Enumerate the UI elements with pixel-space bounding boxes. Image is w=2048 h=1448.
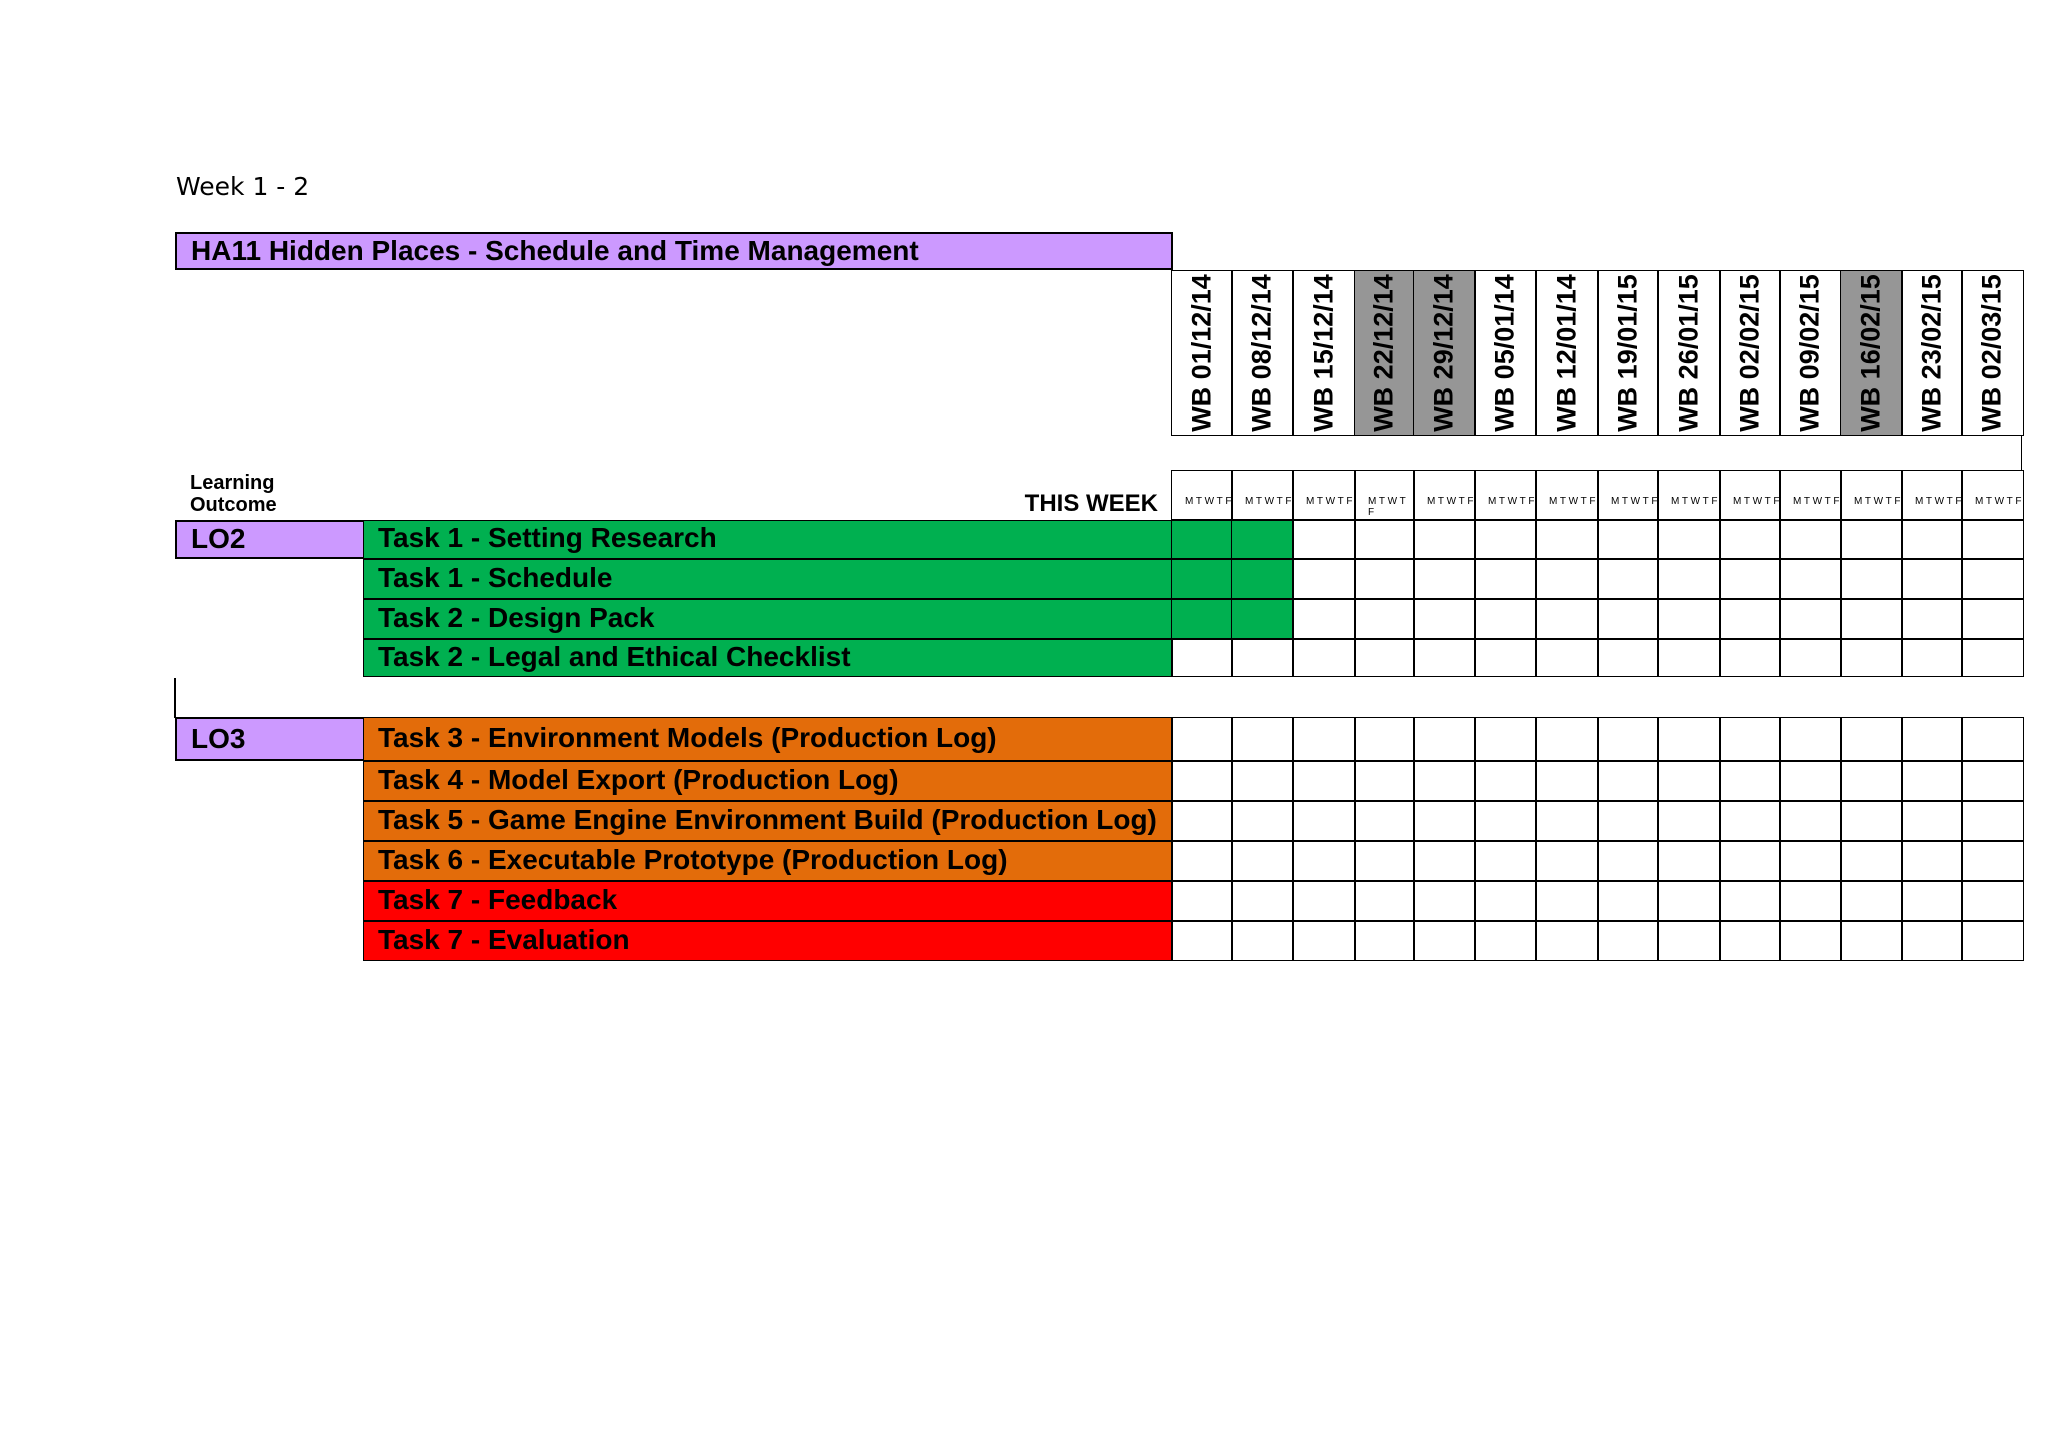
- schedule-cell[interactable]: [1961, 921, 2024, 961]
- days-cell: M T W T F: [1171, 470, 1233, 520]
- schedule-cell[interactable]: [1657, 801, 1721, 841]
- schedule-cell[interactable]: [1597, 841, 1659, 881]
- schedule-cell[interactable]: [1231, 841, 1294, 881]
- schedule-cell[interactable]: [1597, 801, 1659, 841]
- schedule-cell[interactable]: [1901, 881, 1963, 921]
- schedule-cell[interactable]: [1474, 921, 1537, 961]
- week-header-label: WB 01/12/14: [1186, 274, 1217, 432]
- schedule-cell[interactable]: [1413, 921, 1476, 961]
- schedule-cell[interactable]: [1535, 559, 1599, 599]
- week-header-label: WB 09/02/15: [1794, 274, 1825, 432]
- schedule-cell[interactable]: [1597, 921, 1659, 961]
- schedule-cell[interactable]: [1657, 841, 1721, 881]
- schedule-cell[interactable]: [1719, 841, 1781, 881]
- schedule-cell[interactable]: [1231, 599, 1294, 639]
- schedule-cell[interactable]: [1231, 520, 1294, 559]
- schedule-cell[interactable]: [1413, 599, 1476, 639]
- schedule-cell[interactable]: [1901, 717, 1963, 761]
- schedule-cell[interactable]: [1231, 717, 1294, 761]
- task-label: Task 2 - Legal and Ethical Checklist: [363, 639, 1173, 678]
- schedule-cell[interactable]: [1840, 761, 1903, 801]
- schedule-cell[interactable]: [1231, 761, 1294, 801]
- schedule-cell[interactable]: [1231, 801, 1294, 841]
- schedule-cell[interactable]: [1657, 520, 1721, 559]
- schedule-cell[interactable]: [1901, 841, 1963, 881]
- schedule-cell[interactable]: [1597, 639, 1659, 678]
- schedule-cell[interactable]: [1231, 559, 1294, 599]
- week-header-label: WB 15/12/14: [1308, 274, 1339, 432]
- week-header-label: WB 22/12/14: [1368, 274, 1399, 432]
- days-cell: M T W T F: [1719, 470, 1781, 520]
- days-cell: M T W T F: [1231, 470, 1294, 520]
- schedule-cell[interactable]: [1474, 599, 1537, 639]
- days-cell: M T W T F: [1779, 470, 1842, 520]
- schedule-cell[interactable]: [1292, 921, 1356, 961]
- schedule-cell[interactable]: [1292, 881, 1356, 921]
- schedule-cell[interactable]: [1354, 520, 1415, 559]
- schedule-cell[interactable]: [1292, 841, 1356, 881]
- schedule-cell[interactable]: [1719, 761, 1781, 801]
- schedule-cell[interactable]: [1840, 599, 1903, 639]
- schedule-cell[interactable]: [1719, 599, 1781, 639]
- schedule-cell[interactable]: [1657, 761, 1721, 801]
- schedule-cell[interactable]: [1413, 801, 1476, 841]
- week-header: [1171, 270, 1233, 436]
- days-cell: M T W T F: [1840, 470, 1903, 520]
- schedule-cell[interactable]: [1171, 599, 1233, 639]
- schedule-cell[interactable]: [1719, 717, 1781, 761]
- week-header: [1231, 270, 1294, 436]
- schedule-cell[interactable]: [1840, 639, 1903, 678]
- schedule-cell[interactable]: [1354, 639, 1415, 678]
- schedule-cell[interactable]: [1597, 881, 1659, 921]
- schedule-cell[interactable]: [1597, 520, 1659, 559]
- schedule-cell[interactable]: [1779, 761, 1842, 801]
- schedule-cell[interactable]: [1171, 921, 1233, 961]
- schedule-cell[interactable]: [1961, 520, 2024, 559]
- schedule-cell[interactable]: [1171, 841, 1233, 881]
- schedule-cell[interactable]: [1719, 921, 1781, 961]
- schedule-cell[interactable]: [1171, 881, 1233, 921]
- schedule-cell[interactable]: [1779, 717, 1842, 761]
- schedule-cell[interactable]: [1171, 520, 1233, 559]
- schedule-cell[interactable]: [1840, 559, 1903, 599]
- schedule-cell[interactable]: [1535, 841, 1599, 881]
- schedule-cell[interactable]: [1354, 921, 1415, 961]
- week-header-label: WB 26/01/15: [1673, 274, 1704, 432]
- week-label: Week 1 - 2: [176, 172, 310, 201]
- learning-outcome-badge: LO2: [175, 520, 365, 559]
- schedule-cell[interactable]: [1354, 559, 1415, 599]
- schedule-cell[interactable]: [1901, 559, 1963, 599]
- schedule-cell[interactable]: [1292, 761, 1356, 801]
- schedule-cell[interactable]: [1292, 801, 1356, 841]
- schedule-cell[interactable]: [1657, 639, 1721, 678]
- week-header: [1535, 270, 1599, 436]
- schedule-cell[interactable]: [1657, 921, 1721, 961]
- schedule-cell[interactable]: [1961, 717, 2024, 761]
- week-header-label: WB 19/01/15: [1612, 274, 1643, 432]
- schedule-cell[interactable]: [1354, 761, 1415, 801]
- schedule-cell[interactable]: [1901, 761, 1963, 801]
- schedule-cell[interactable]: [1231, 881, 1294, 921]
- schedule-cell[interactable]: [1840, 801, 1903, 841]
- week-header: [1719, 270, 1781, 436]
- schedule-cell[interactable]: [1292, 520, 1356, 559]
- schedule-cell[interactable]: [1535, 599, 1599, 639]
- days-cell: M T W T F: [1901, 470, 1963, 520]
- schedule-cell[interactable]: [1840, 921, 1903, 961]
- schedule-cell[interactable]: [1719, 881, 1781, 921]
- schedule-cell[interactable]: [1961, 881, 2024, 921]
- schedule-cell[interactable]: [1961, 599, 2024, 639]
- days-cell: M T W T F: [1961, 470, 2024, 520]
- schedule-cell[interactable]: [1840, 520, 1903, 559]
- schedule-cell[interactable]: [1474, 559, 1537, 599]
- schedule-cell[interactable]: [1719, 801, 1781, 841]
- schedule-cell[interactable]: [1535, 520, 1599, 559]
- schedule-cell[interactable]: [1597, 559, 1659, 599]
- week-header: [1840, 270, 1903, 436]
- schedule-cell[interactable]: [1779, 599, 1842, 639]
- schedule-cell[interactable]: [1719, 559, 1781, 599]
- schedule-cell[interactable]: [1901, 921, 1963, 961]
- days-cell: M T W T F: [1535, 470, 1599, 520]
- week-header-label: WB 08/12/14: [1246, 274, 1277, 432]
- schedule-cell[interactable]: [1292, 639, 1356, 678]
- task-label: Task 7 - Evaluation: [363, 921, 1173, 961]
- week-header-label: WB 05/01/14: [1489, 274, 1520, 432]
- week-header: [1657, 270, 1721, 436]
- schedule-cell[interactable]: [1840, 841, 1903, 881]
- task-label: Task 2 - Design Pack: [363, 599, 1173, 639]
- schedule-cell[interactable]: [1779, 801, 1842, 841]
- days-cell: M T W T F: [1474, 470, 1537, 520]
- schedule-cell[interactable]: [1292, 717, 1356, 761]
- schedule-cell[interactable]: [1961, 801, 2024, 841]
- schedule-cell[interactable]: [1597, 717, 1659, 761]
- week-header: [1961, 270, 2024, 436]
- schedule-cell[interactable]: [1535, 801, 1599, 841]
- days-cell: M T W T F: [1354, 470, 1415, 520]
- schedule-cell[interactable]: [1474, 639, 1537, 678]
- divider-line: [174, 678, 176, 718]
- schedule-cell[interactable]: [1292, 559, 1356, 599]
- schedule-cell[interactable]: [1354, 801, 1415, 841]
- task-label: Task 4 - Model Export (Production Log): [363, 761, 1173, 801]
- schedule-cell[interactable]: [1474, 801, 1537, 841]
- week-header-label: WB 29/12/14: [1428, 274, 1459, 432]
- schedule-cell[interactable]: [1231, 921, 1294, 961]
- schedule-cell[interactable]: [1171, 761, 1233, 801]
- schedule-cell[interactable]: [1901, 801, 1963, 841]
- schedule-cell[interactable]: [1535, 639, 1599, 678]
- schedule-cell[interactable]: [1413, 639, 1476, 678]
- schedule-cell[interactable]: [1354, 881, 1415, 921]
- schedule-cell[interactable]: [1840, 717, 1903, 761]
- schedule-cell[interactable]: [1413, 520, 1476, 559]
- schedule-cell[interactable]: [1901, 599, 1963, 639]
- schedule-cell[interactable]: [1413, 841, 1476, 881]
- week-header: [1292, 270, 1356, 436]
- schedule-cell[interactable]: [1901, 639, 1963, 678]
- task-label: Task 3 - Environment Models (Production Log): [363, 717, 1173, 761]
- task-label: Task 1 - Setting Research: [363, 520, 1173, 559]
- week-header: [1413, 270, 1476, 436]
- schedule-cell[interactable]: [1474, 841, 1537, 881]
- learning-outcome-heading: Learning Outcome: [190, 472, 277, 516]
- schedule-cell[interactable]: [1535, 881, 1599, 921]
- header-spacer: [1171, 436, 2022, 470]
- this-week-label: THIS WEEK: [1024, 490, 1158, 517]
- week-header: [1779, 270, 1842, 436]
- schedule-cell[interactable]: [1474, 520, 1537, 559]
- schedule-title: HA11 Hidden Places - Schedule and Time Management: [175, 232, 1173, 270]
- schedule-cell[interactable]: [1413, 761, 1476, 801]
- schedule-cell[interactable]: [1961, 841, 2024, 881]
- schedule-cell[interactable]: [1231, 639, 1294, 678]
- schedule-cell[interactable]: [1657, 559, 1721, 599]
- schedule-cell[interactable]: [1779, 559, 1842, 599]
- schedule-cell[interactable]: [1354, 599, 1415, 639]
- days-cell: M T W T F: [1413, 470, 1476, 520]
- schedule-cell[interactable]: [1171, 717, 1233, 761]
- schedule-cell[interactable]: [1171, 559, 1233, 599]
- task-label: Task 6 - Executable Prototype (Production Log): [363, 841, 1173, 881]
- schedule-cell[interactable]: [1413, 881, 1476, 921]
- schedule-cell[interactable]: [1961, 639, 2024, 678]
- schedule-cell[interactable]: [1474, 881, 1537, 921]
- schedule-cell[interactable]: [1779, 520, 1842, 559]
- schedule-cell[interactable]: [1535, 921, 1599, 961]
- task-label: Task 7 - Feedback: [363, 881, 1173, 921]
- schedule-cell[interactable]: [1779, 921, 1842, 961]
- schedule-cell[interactable]: [1171, 639, 1233, 678]
- schedule-cell[interactable]: [1413, 559, 1476, 599]
- schedule-cell[interactable]: [1474, 761, 1537, 801]
- task-label: Task 1 - Schedule: [363, 559, 1173, 599]
- week-header-label: WB 02/03/15: [1976, 274, 2007, 432]
- schedule-cell[interactable]: [1171, 801, 1233, 841]
- days-cell: M T W T F: [1292, 470, 1356, 520]
- schedule-cell[interactable]: [1292, 599, 1356, 639]
- task-label: Task 5 - Game Engine Environment Build (Production Log): [363, 801, 1173, 841]
- week-header-label: WB 02/02/15: [1734, 274, 1765, 432]
- schedule-cell[interactable]: [1779, 881, 1842, 921]
- schedule-cell[interactable]: [1779, 841, 1842, 881]
- week-header-label: WB 12/01/14: [1551, 274, 1582, 432]
- week-header: [1474, 270, 1537, 436]
- week-header: [1354, 270, 1415, 436]
- schedule-cell[interactable]: [1901, 520, 1963, 559]
- schedule-cell[interactable]: [1474, 717, 1537, 761]
- days-cell: M T W T F: [1597, 470, 1659, 520]
- schedule-cell[interactable]: [1961, 559, 2024, 599]
- schedule-cell[interactable]: [1597, 599, 1659, 639]
- days-cell: M T W T F: [1657, 470, 1721, 520]
- schedule-cell[interactable]: [1840, 881, 1903, 921]
- schedule-cell[interactable]: [1354, 841, 1415, 881]
- week-header: [1597, 270, 1659, 436]
- schedule-cell[interactable]: [1961, 761, 2024, 801]
- learning-outcome-badge: LO3: [175, 717, 365, 761]
- schedule-cell[interactable]: [1597, 761, 1659, 801]
- schedule-cell[interactable]: [1657, 599, 1721, 639]
- schedule-cell[interactable]: [1657, 717, 1721, 761]
- schedule-cell[interactable]: [1657, 881, 1721, 921]
- week-header-label: WB 23/02/15: [1916, 274, 1947, 432]
- week-header-label: WB 16/02/15: [1855, 274, 1886, 432]
- schedule-cell[interactable]: [1719, 639, 1781, 678]
- schedule-cell[interactable]: [1413, 717, 1476, 761]
- schedule-cell[interactable]: [1719, 520, 1781, 559]
- schedule-cell[interactable]: [1354, 717, 1415, 761]
- schedule-cell[interactable]: [1779, 639, 1842, 678]
- schedule-cell[interactable]: [1535, 717, 1599, 761]
- schedule-cell[interactable]: [1535, 761, 1599, 801]
- week-header: [1901, 270, 1963, 436]
